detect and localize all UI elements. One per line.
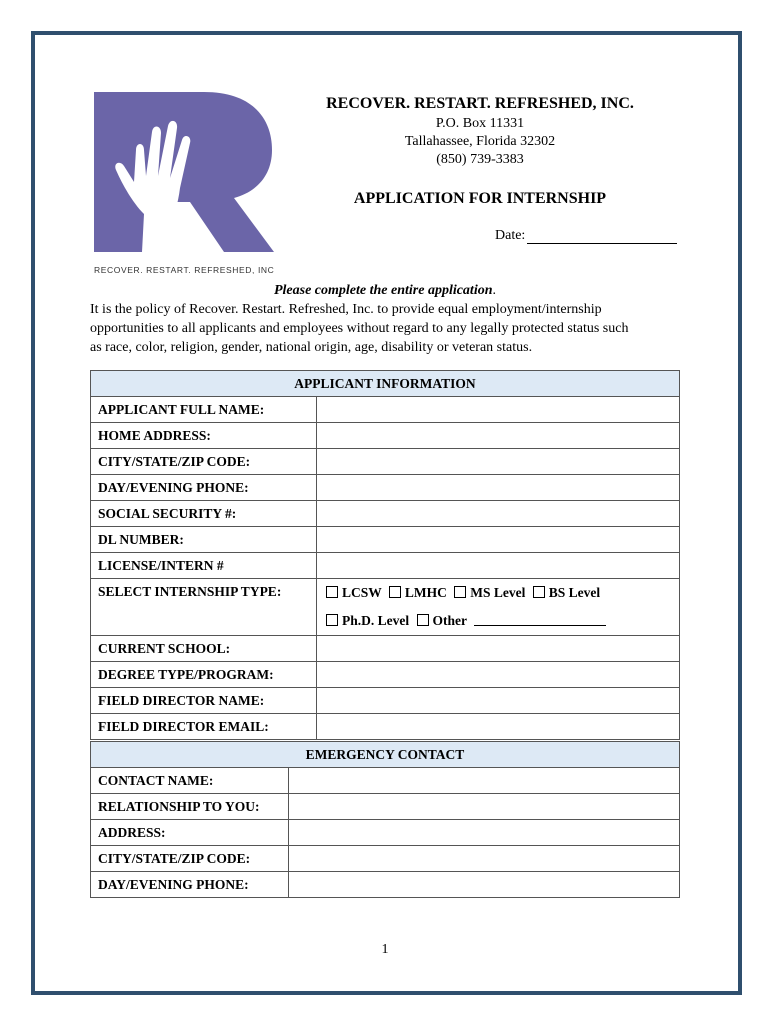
contact-name-input[interactable] xyxy=(289,768,680,794)
contact-address-input[interactable] xyxy=(289,820,680,846)
field-label: SELECT INTERNSHIP TYPE: xyxy=(91,579,317,636)
field-label: CURRENT SCHOOL: xyxy=(91,636,317,662)
po-box: P.O. Box 11331 xyxy=(435,116,525,131)
policy-line: as race, color, religion, gender, national origin, age, disability or veteran status. xyxy=(90,340,533,355)
degree-program-input[interactable] xyxy=(317,662,680,688)
field-label: HOME ADDRESS: xyxy=(91,423,317,449)
org-name: RECOVER. RESTART. REFRESHED, INC. xyxy=(326,95,634,112)
current-school-input[interactable] xyxy=(317,636,680,662)
day-evening-phone-input[interactable] xyxy=(317,475,680,501)
option-label: Other xyxy=(432,613,467,628)
date-row xyxy=(495,228,677,244)
emergency-contact-table xyxy=(90,741,680,898)
applicant-info-heading: APPLICANT INFORMATION xyxy=(91,371,680,397)
applicant-info-table xyxy=(90,370,680,740)
emergency-contact-heading: EMERGENCY CONTACT xyxy=(91,742,680,768)
checkbox-bs-level[interactable] xyxy=(533,586,545,598)
field-label: CONTACT NAME: xyxy=(91,768,289,794)
contact-phone-input[interactable] xyxy=(289,872,680,898)
checkbox-lmhc[interactable] xyxy=(389,586,401,598)
dl-number-input[interactable] xyxy=(317,527,680,553)
field-label: CITY/STATE/ZIP CODE: xyxy=(91,846,289,872)
field-label: ADDRESS: xyxy=(91,820,289,846)
checkbox-lcsw[interactable] xyxy=(326,586,338,598)
field-label: APPLICANT FULL NAME: xyxy=(91,397,317,423)
city-state-zip-input[interactable] xyxy=(317,449,680,475)
date-label: Date: xyxy=(495,228,526,243)
checkbox-ms-level[interactable] xyxy=(454,586,466,598)
applicant-full-name-input[interactable] xyxy=(317,397,680,423)
option-label: LMHC xyxy=(404,585,447,600)
contact-city-state-zip-input[interactable] xyxy=(289,846,680,872)
field-label: DAY/EVENING PHONE: xyxy=(91,872,289,898)
option-label: BS Level xyxy=(548,585,601,600)
checkbox-phd-level[interactable] xyxy=(326,614,338,626)
field-label: SOCIAL SECURITY #: xyxy=(91,501,317,527)
field-label: FIELD DIRECTOR EMAIL: xyxy=(91,714,317,740)
relationship-input[interactable] xyxy=(289,794,680,820)
policy-line: opportunities to all applicants and employees without regard to any legally protected status such xyxy=(90,321,629,336)
other-specify-field[interactable] xyxy=(474,613,606,626)
license-intern-input[interactable] xyxy=(317,553,680,579)
instruction xyxy=(0,283,770,299)
instruction-period: . xyxy=(492,283,497,298)
org-phone: (850) 739-3383 xyxy=(436,152,524,167)
page-number: 1 xyxy=(381,942,389,957)
field-label: RELATIONSHIP TO YOU: xyxy=(91,794,289,820)
field-director-name-input[interactable] xyxy=(317,688,680,714)
form-title: APPLICATION FOR INTERNSHIP xyxy=(353,190,607,207)
field-label: DL NUMBER: xyxy=(91,527,317,553)
option-label: Ph.D. Level xyxy=(342,613,410,628)
option-label: MS Level xyxy=(470,585,526,600)
option-label: LCSW xyxy=(342,585,382,600)
logo-caption: RECOVER. RESTART. REFRESHED, INC xyxy=(94,265,275,275)
field-label: CITY/STATE/ZIP CODE: xyxy=(91,449,317,475)
field-label: FIELD DIRECTOR NAME: xyxy=(91,688,317,714)
field-director-email-input[interactable] xyxy=(317,714,680,740)
checkbox-other[interactable] xyxy=(417,614,429,626)
home-address-input[interactable] xyxy=(317,423,680,449)
field-label: DAY/EVENING PHONE: xyxy=(91,475,317,501)
instruction-text: Please complete the entire application xyxy=(273,283,493,298)
policy-line: It is the policy of Recover. Restart. Refreshed, Inc. to provide equal employment/internship xyxy=(90,302,602,317)
field-label: DEGREE TYPE/PROGRAM: xyxy=(91,662,317,688)
internship-type-options xyxy=(317,579,680,636)
city-line: Tallahassee, Florida 32302 xyxy=(404,134,556,149)
policy-text xyxy=(90,300,690,357)
social-security-input[interactable] xyxy=(317,501,680,527)
field-label: LICENSE/INTERN # xyxy=(91,553,317,579)
company-logo xyxy=(94,92,274,252)
date-field[interactable] xyxy=(527,229,677,244)
